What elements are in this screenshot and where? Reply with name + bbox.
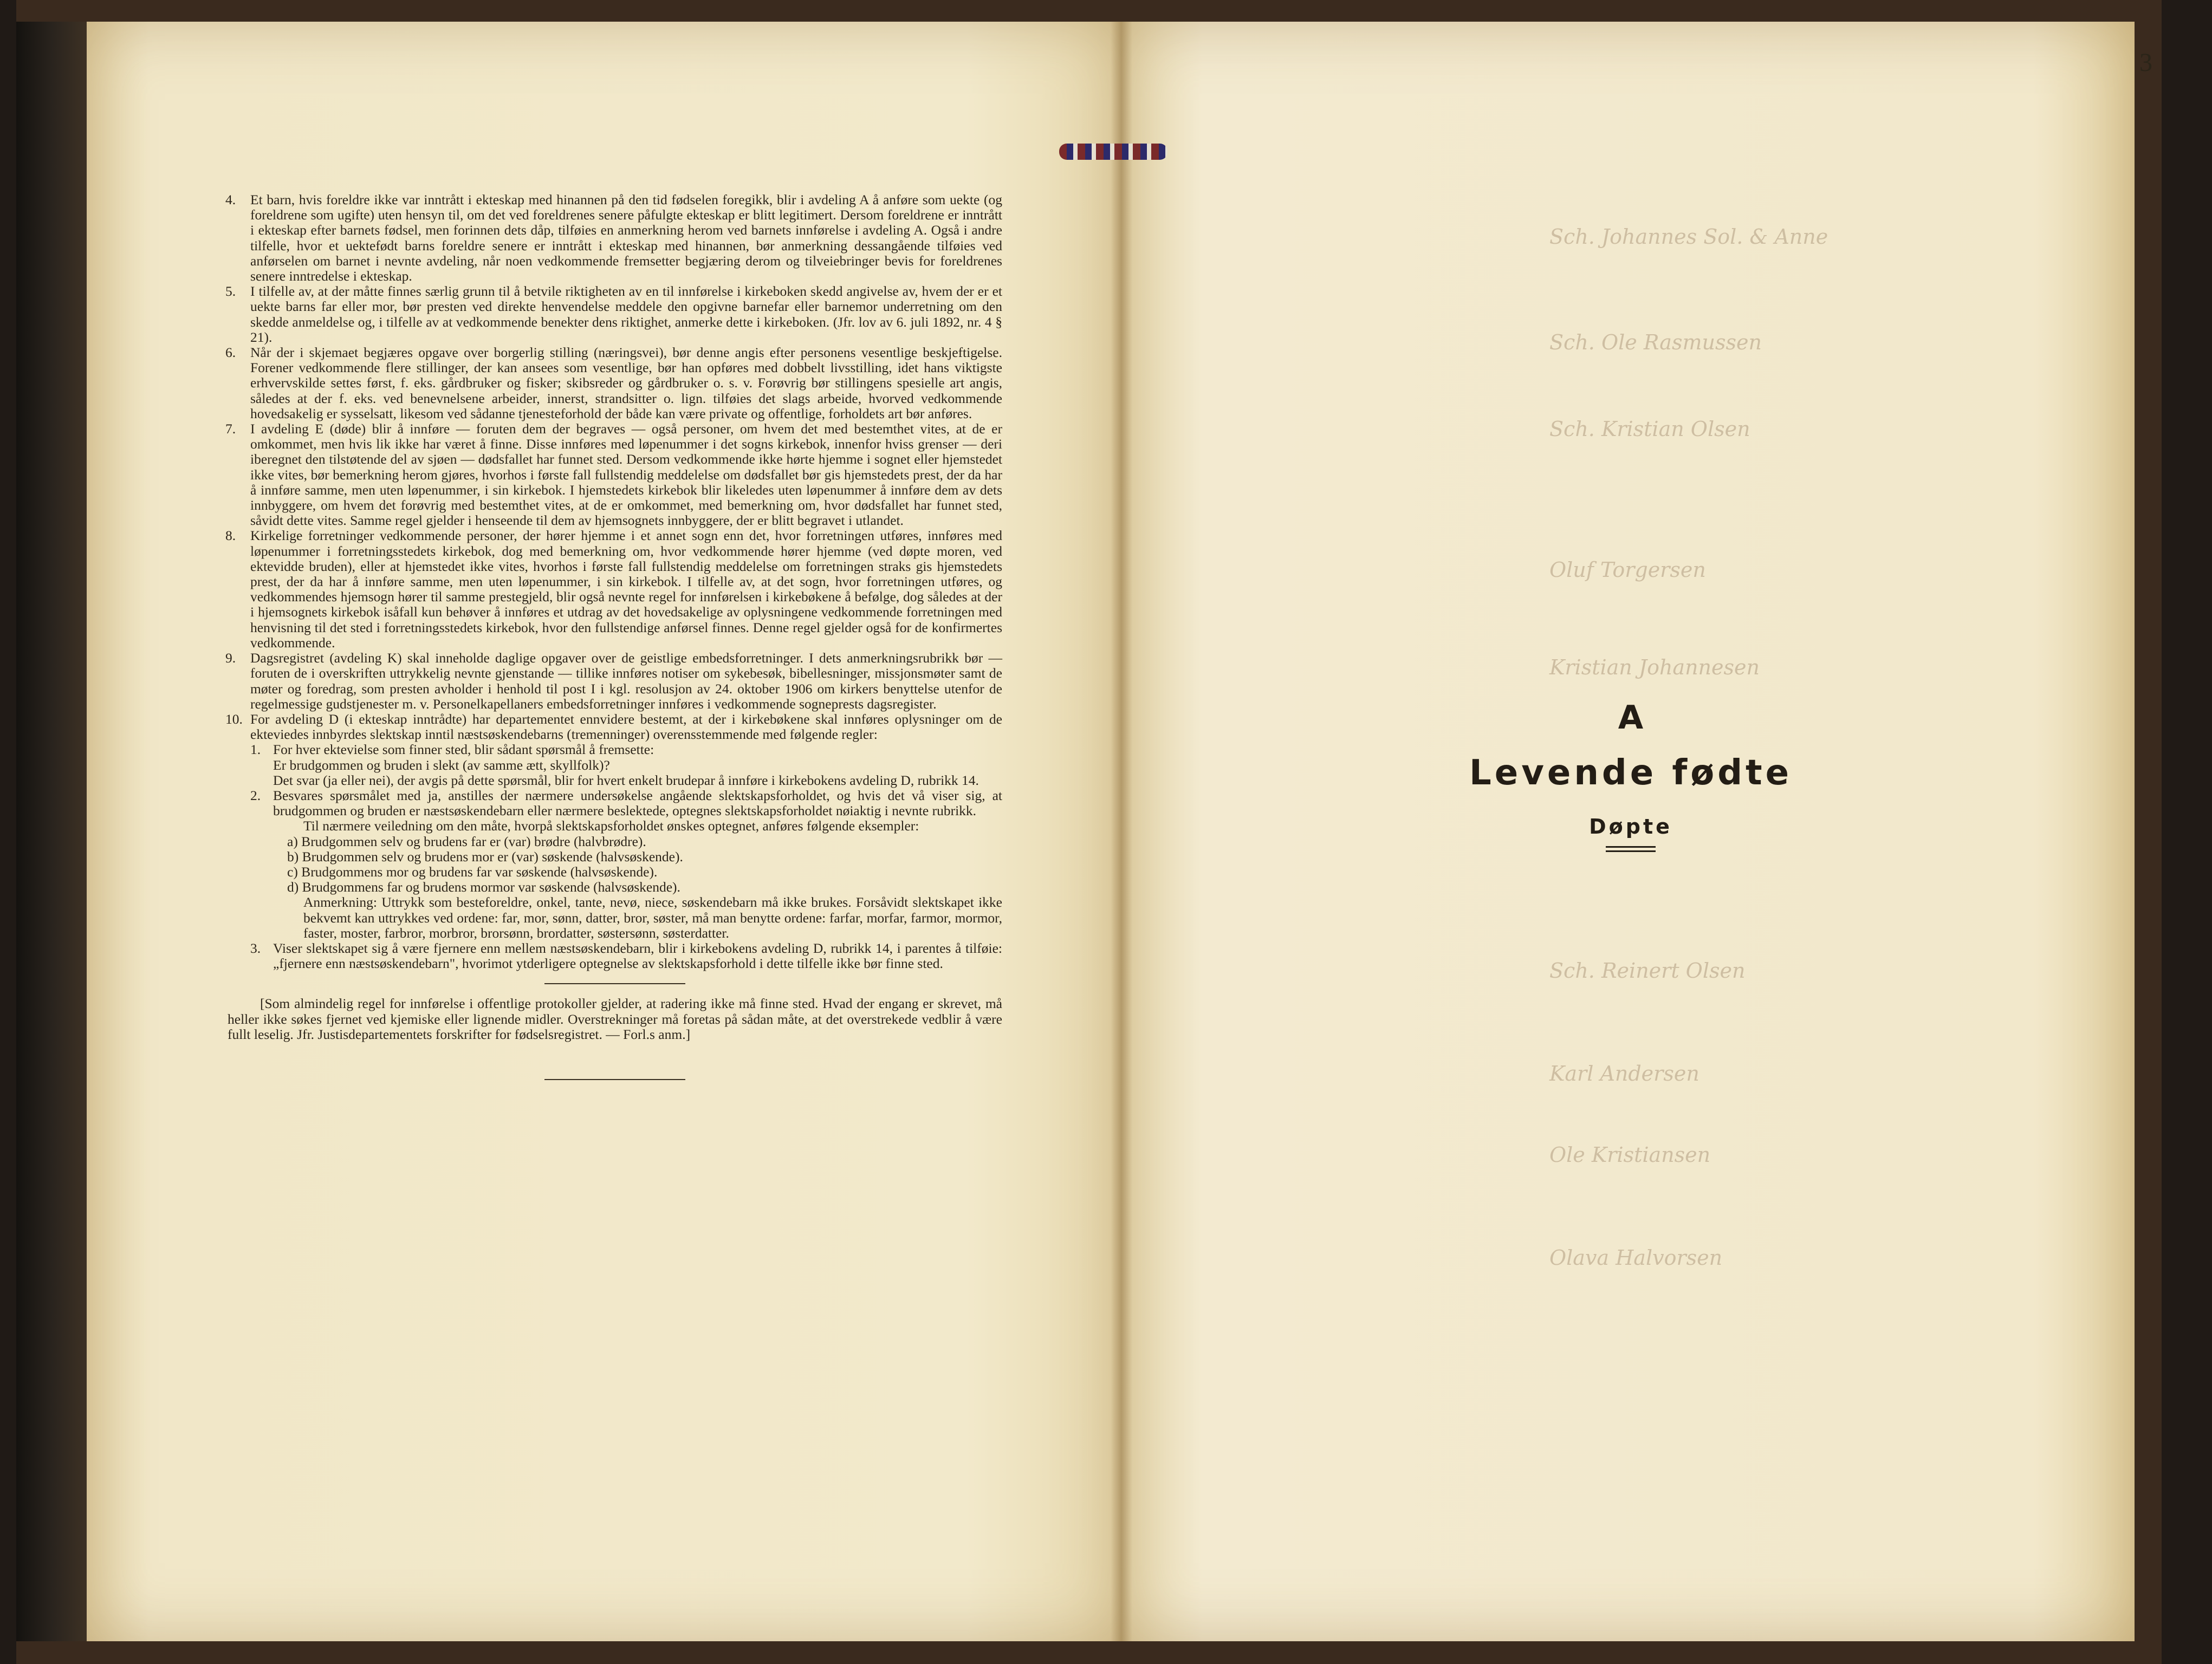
- item-text: I avdeling E (døde) blir å innføre — foruten dem der begraves — også personer, om hvem det med bestemthet vites, at de er omkommet, men hvis lik ikke har været å finne. Disse innføres med løpenummer i det sogns kirkebok, innenfor hviss grenser — deri iberegnet den tilstøtende del av sjøen — dødsfallet har funnet sted. Dersom vedkommende ikke hørte hjemme i sognet eller hjemstedet ikke vites, bør bemerkning herom gjøres, hvorhos i første fall fullstendig meddelelse om dødsfallet bør gis hjemstedets prest, der da har å innføre samme, men uten løpenummer, i sin kirkebok. I hjemstedets kirkebok blir likeledes uten løpenummer å innføre dem av dets innbyggere, om hvem det forøvrig med bestemthet vites, at de er omkommet, med bemerkning om, hvor dødsfallet har funnet sted, såvidt dette vites. Samme regel gjelder i henseende til dem av hjemsognets innbyggere, der er blitt begravet i utlandet.: [250, 421, 1002, 529]
- divider: [544, 1079, 685, 1080]
- title-double-rule: [1606, 846, 1656, 852]
- bleed-through-text: Olava Halvorsen: [1549, 1246, 1723, 1270]
- example-line: d) Brudgommens far og brudens mormor var søskende (halvsøskende).: [287, 879, 680, 895]
- rule-number: 3.: [250, 940, 261, 956]
- example-line: c) Brudgommens mor og brudens far var søskende (halvsøskende).: [287, 863, 658, 880]
- section-title-block: [1441, 699, 1820, 852]
- item-number: 4.: [225, 192, 236, 207]
- item-text: For avdeling D (i ekteskap inntrådte) har departementet ennvidere bestemt, at der i kirkebøkene skal innføres oplysninger om de ekteviedes innbyrdes slektskap inntil næstsøskendebarns (tremenninger) overensstemmende med følgende regler:: [250, 711, 1002, 743]
- page-number: 3: [2139, 48, 2152, 77]
- item-number: 9.: [225, 650, 236, 666]
- item-text: I tilfelle av, at der måtte finnes særlig grunn til å betvile riktigheten av en til innførelse i kirkeboken skedd angivelse av, hvem der er et uekte barns far eller mor, bør presten ved direkte henvendelse meddele den opgivne barnefar eller barnemor underretning om den skedde anmeldelse og, i tilfelle av at vedkommende benekter dens riktighet, anmerke dette i kirkeboken. (Jfr. lov av 6. juli 1892, nr. 4 § 21).: [250, 283, 1002, 345]
- section-subtitle: Døpte: [1589, 815, 1672, 838]
- bleed-through-text: Karl Andersen: [1549, 1062, 1699, 1086]
- instruction-item: [225, 528, 1002, 651]
- rule-text: Til nærmere veiledning om den måte, hvorpå slektskapsforholdet ønskes optegnet, anføres følgende eksempler:: [303, 818, 919, 834]
- closing-note: [Som almindelig regel for innførelse i offentlige protokoller gjelder, at radering ikke må finne sted. Hvad der engang er skrevet, må heller ikke søkes fjernet ved kjemiske eller lignende midler. Overstrekninger må foretas på sådan måte, at det overstrekede vedblir å være fullt leselig. Jfr. Justisdepartementets forskrifter for fødselsregistret. — Forl.s anm.]: [228, 996, 1002, 1042]
- item-text: Når der i skjemaet begjæres opgave over borgerlig stilling (næringsvei), bør denne angis efter personens vesentlige beskjeftigelse. Forener vedkommende flere stillinger, der kan ansees som vesentlige, bør han opføres med dobbelt livsstilling, idet hans viktigste erhvervskilde settes først, f. eks. gårdbruker og fisker; skibsreder og gårdbruker o. s. v. Forøvrig bør stillingens spesielle art angis, således at der f. eks. ved benevnelsene arbeider, innerst, strandsitter o. lign. tilføies det slags arbeide, hvorved vedkommende hovedsakelig er sysselsatt, likesom ved sådanne tjenesteforhold der både kan være private og offentlige, forholdets art bør anføres.: [250, 344, 1002, 421]
- rule-item: [228, 742, 1002, 757]
- divider: [544, 983, 685, 984]
- item-number: 6.: [225, 344, 236, 361]
- instruction-item: [225, 711, 1002, 743]
- item-text: Dagsregistret (avdeling K) skal inneholde daglige opgaver over de geistlige embedsforretninger. I dets anmerkningsrubrikk bør — foruten de i overskriften uttrykkelig nevnte gjenstande — tillike innføres notiser om sykebesøk, bibellesninger, missjonsmøter samt de møter og foredrag, som presten avholder i henhold til post I i kgl. resolusjon av 24. oktober 1906 om kirkers benyttelse utenfor de regelmessige gudstjenester m. v. Personelkapellaners embedsforretninger innføres i vedkommende sogneprests dagsregister.: [250, 650, 1002, 712]
- example-line: b) Brudgommen selv og brudens mor er (var) søskende (halvsøskende).: [287, 848, 683, 864]
- bleed-through-text: Sch. Johannes Sol. & Anne: [1549, 225, 1828, 249]
- rule-number: 1.: [250, 742, 261, 758]
- bleed-through-text: Oluf Torgersen: [1549, 558, 1706, 582]
- item-number: 8.: [225, 528, 236, 544]
- bleed-through-text: Ole Kristiansen: [1549, 1143, 1711, 1167]
- instruction-item: [225, 421, 1002, 529]
- anmerkning-text: Anmerkning: Uttrykk som besteforeldre, onkel, tante, nevø, niece, søskendebarn må ikke brukes. Forsåvidt slektskapet ikke bekvemt kan uttrykkes ved ordene: far, mor, sønn, datter, bror, søster, må man benytte ordene: farfar, morfar, farmor, mormor, faster, moster, farbror, morbror, brorsønn, brordatter, søstersønn, søsterdatter.: [303, 894, 1002, 941]
- section-letter: A: [1618, 699, 1644, 737]
- item-text: Kirkelige forretninger vedkommende personer, der hører hjemme i et annet sogn enn det, hvor forretningen utføres, innføres med løpenummer i forretningsstedets kirkebok, dog med bemerkning om, hvor vedkommende hører hjemme (ved døpte moren, ved ektevidde bruden), eller at hjemstedet ikke vites, hvorhos i første fall fullstendig meddelelse om forretningen straks gis hjemstedets prest, der da har å innføre samme, men uten løpenummer, i sin kirkebok. I tilfelle av, at det sogn, hvor forretningen utføres, og vedkommendes hjemsogn hører til samme prestegjeld, blir også nevnte regel for innførelsen i kirkebøkene å befølge, dog således at der i hjemsognets kirkebok isåfall kun behøver å innføres et utdrag av det hovedsakelige av oplysningene vedkommende forretningen med henvisning til det sted i forretningsstedets kirkebok, hvor den fullstendige anførsel finnes. Denne regel gjelder også for de konfirmertes vedkommende.: [250, 528, 1002, 651]
- item-text: Et barn, hvis foreldre ikke var inntrått i ekteskap med hinannen på den tid fødselen foregikk, blir i avdeling A å anføre som uekte (og foreldrene som ugifte) uten hensyn til, om det ved foreldrenes senere påfulgte ekteskap er blitt legitimert. Dersom foreldrene er inntrått i ekteskap efter barnets fødsel, men forinnen dets dåp, tilføies en anmerkning herom ved barnets innførelse i avdeling A. Også i andre tilfelle, hvor et uektefødt barns foreldre senere er inntrått i ekteskap med hinannen, bør anmerkning dessangående tilføies ved anførselen om barnet i nevnte avdeling, når noen vedkommende fremsetter begjæring derom og tilveiebringer bevis for foreldrenes senere inntredelse i ekteskap.: [250, 192, 1002, 284]
- rule-item: [228, 941, 1002, 971]
- bleed-through-text: Kristian Johannesen: [1549, 655, 1760, 679]
- instruction-item: [225, 192, 1002, 284]
- rule-text: Viser slektskapet sig å være fjernere enn mellem næstsøskendebarn, blir i kirkebokens avdeling D, rubrikk 14, i parentes å tilføie: „fjernere enn næstsøskendebarn", hvorimot ytderligere optegnelse av slektskapsforhold i dette tilfelle ikke bør finne sted.: [273, 940, 1002, 972]
- instruction-item: [225, 344, 1002, 421]
- book-gutter: [1111, 22, 1132, 1641]
- rule-text: Det svar (ja eller nei), der avgis på dette spørsmål, blir for hvert enkelt brudepar å innføre i kirkebokens avdeling D, rubrikk 14.: [273, 772, 979, 788]
- item-number: 10.: [225, 711, 243, 727]
- rule-text: Er brudgommen og bruden i slekt (av samme ætt, skyllfolk)?: [273, 757, 610, 773]
- rule-text: Besvares spørsmålet med ja, anstilles der nærmere undersøkelse angående slektskapsforholdet, og hvis det vå viser sig, at brudgommen og bruden er næstsøskendebarn eller nærmere beslektede, optegnes slektskapsforholdet nøiaktig i nevnte rubrikk.: [273, 787, 1002, 819]
- rule-item: [228, 788, 1002, 818]
- example-line: a) Brudgommen selv og brudens far er (var) brødre (halvbrødre).: [287, 833, 646, 849]
- instruction-item: [225, 283, 1002, 345]
- instruction-item: [225, 650, 1002, 712]
- instructions-text: [225, 192, 1002, 1080]
- bleed-through-text: Sch. Ole Rasmussen: [1549, 330, 1762, 354]
- section-title: Levende fødte: [1469, 753, 1792, 793]
- item-number: 7.: [225, 421, 236, 437]
- item-number: 5.: [225, 283, 236, 300]
- binding-thread: [1059, 144, 1167, 160]
- bleed-through-text: Sch. Reinert Olsen: [1549, 959, 1746, 983]
- rule-number: 2.: [250, 787, 261, 803]
- bleed-through-text: Sch. Kristian Olsen: [1549, 417, 1750, 441]
- rule-text: For hver ektevielse som finner sted, blir sådant spørsmål å fremsette:: [273, 742, 654, 758]
